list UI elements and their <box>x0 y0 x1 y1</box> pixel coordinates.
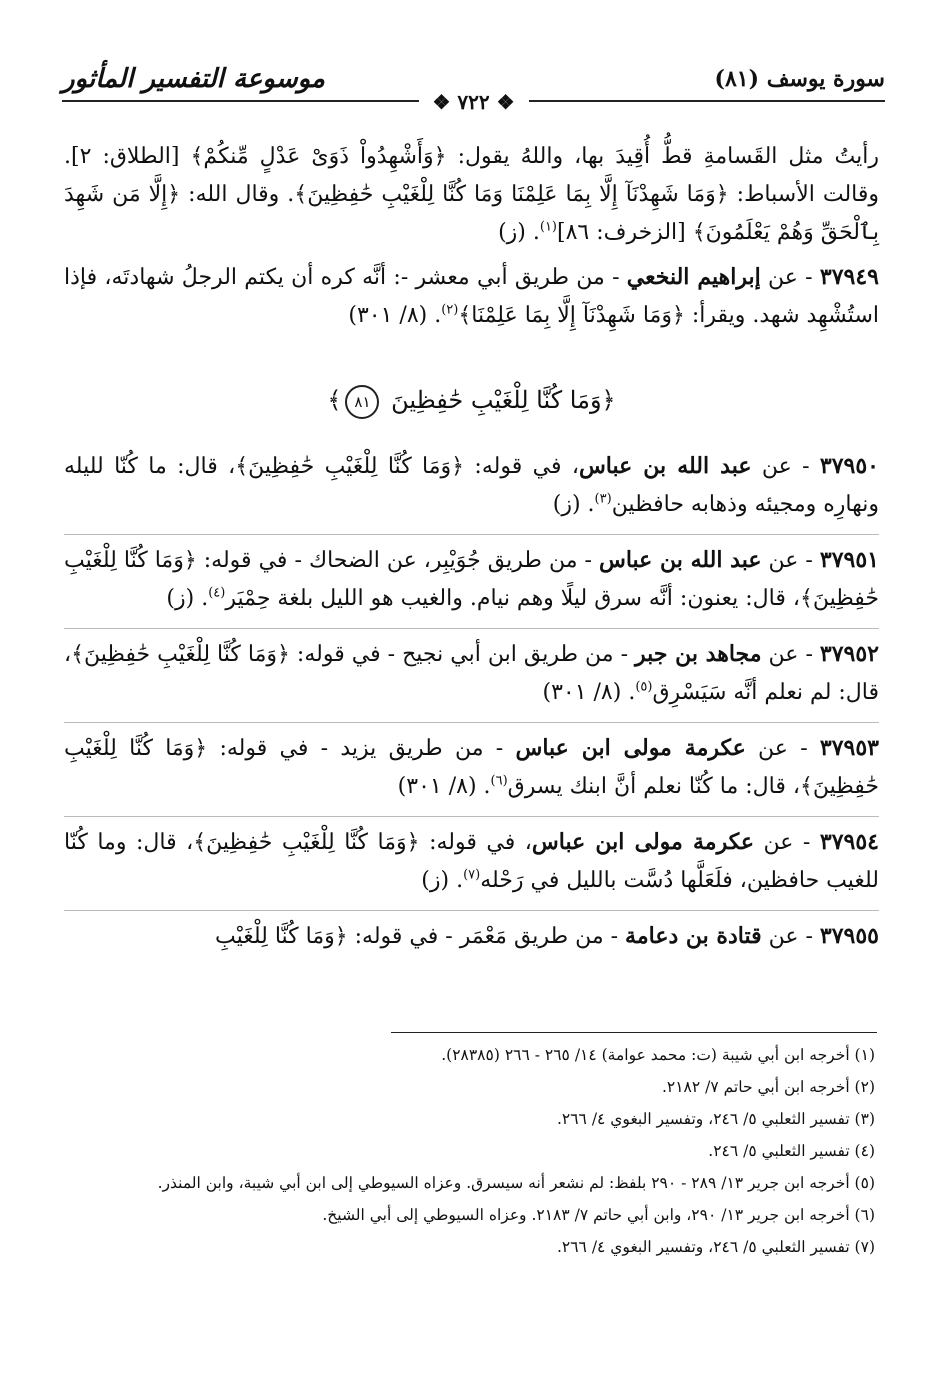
text-segment: . (٨/ ٣٠١) <box>397 774 491 799</box>
report-divider <box>64 628 879 629</box>
surah-name: سورة يوسف <box>766 66 885 92</box>
text-segment: ، في قوله: <box>419 830 532 855</box>
text-segment: - من طريق ابن أبي نجيح - في قوله: <box>289 642 636 667</box>
footnote: (٣) تفسير الثعلبي ٥/ ٢٤٦، وتفسير البغوي ٤/ ٢٦٦. <box>556 1110 875 1128</box>
footnote: (٥) أخرجه ابن جرير ١٣/ ٢٨٩ - ٢٩٠ بلفظ: لم نشعر أنه سيسرق. وعزاه السيوطي إلى ابن أبي شيبة، وابن المنذر. <box>157 1174 875 1192</box>
narrator-name: مجاهد بن جبر <box>635 641 762 667</box>
text-segment: - عن <box>751 454 820 479</box>
text-segment: ، قال: ما كُنّا نعلم أنَّ ابنك يسرق <box>507 774 800 799</box>
ayah-number-marker: ٨١ <box>345 385 379 419</box>
quran-quote: ﴿وَمَا كُنَّا لِلْغَيْبِ حَٰفِظِينَ﴾ <box>193 830 420 855</box>
text-segment: رأيتُ مثل القَسامةِ قطُّ أُقِيدَ بها، واللهُ يقول: <box>446 144 879 169</box>
footnote: (٦) أخرجه ابن جرير ١٣/ ٢٩٠، وابن أبي حاتم ٧/ ٢١٨٣. وعزاه السيوطي إلى أبي الشيخ. <box>322 1206 875 1224</box>
opening-paragraphs <box>64 138 879 335</box>
text-segment: . (ز) <box>421 868 464 893</box>
report-entry <box>64 635 879 712</box>
footnote-marker: (٧) <box>463 867 481 883</box>
footnote: (٧) تفسير الثعلبي ٥/ ٢٤٦، وتفسير البغوي ٤/ ٢٦٦. <box>556 1238 875 1256</box>
text-segment: . وقال الله: <box>180 182 295 207</box>
text-segment: - عن <box>754 830 820 855</box>
report-number: ٣٧٩٥١ <box>819 547 879 573</box>
text-segment: [الطلاق: ٢]. وقالت الأسباط: <box>64 144 879 207</box>
footnote-marker: (٦) <box>490 773 508 789</box>
report-divider <box>64 722 879 723</box>
narrator-name: قتادة بن دعامة <box>625 923 762 949</box>
text-segment: ، في قوله: <box>464 454 579 479</box>
report-number: ٣٧٩٥٠ <box>819 453 879 479</box>
narrator-name: عكرمة مولى ابن عباس <box>531 829 754 855</box>
footnote-marker: (٥) <box>635 679 653 695</box>
quran-quote: ﴿وَمَا كُنَّا لِلْغَيْبِ <box>215 924 348 949</box>
report-entry <box>64 823 879 900</box>
quran-quote: ﴿وَأَشْهِدُواْ ذَوَىْ عَدْلٍ مِّنكُمْ﴾ <box>190 144 447 169</box>
footnote: (٤) تفسير الثعلبي ٥/ ٢٤٦. <box>708 1142 875 1160</box>
reports-list <box>64 447 879 956</box>
text-segment: ، قال: ما كُنّا لليله ونهارِه ومجيئه وذهابه حافظين <box>64 454 879 517</box>
footnote-marker: (٤) <box>208 585 226 601</box>
report-divider <box>64 910 879 911</box>
main-text <box>64 138 879 956</box>
text-segment: [الزخرف: ٨٦] <box>557 220 693 245</box>
narrator-name: إبراهيم النخعي <box>626 264 761 290</box>
footnotes <box>66 1042 875 1266</box>
text-segment: - عن <box>761 642 820 667</box>
narrator-name: عبد الله بن عباس <box>598 547 762 573</box>
text-segment: . (ز) <box>498 220 540 245</box>
footnote: (١) أخرجه ابن أبي شيبة (ت: محمد عوامة) ١٤/ ٢٦٥ - ٢٦٦ (٢٨٣٨٥). <box>441 1046 875 1064</box>
text-segment: - من طريق يزيد - في قوله: <box>207 736 516 761</box>
text-segment: - عن <box>761 924 820 949</box>
paragraph <box>64 138 879 252</box>
text-segment: - عن <box>745 736 820 761</box>
footnote: (٢) أخرجه ابن أبي حاتم ٧/ ٢١٨٢. <box>661 1078 875 1096</box>
report-entry <box>64 917 879 956</box>
footnote-marker: (١) <box>539 219 557 235</box>
quran-quote: ﴿وَمَا شَهِدْنَآ إِلَّا بِمَا عَلِمْنَا وَمَا كُنَّا لِلْغَيْبِ حَٰفِظِينَ﴾ <box>294 182 729 207</box>
text-segment: . (٨/ ٣٠١) <box>542 680 636 705</box>
report-number: ٣٧٩٥٤ <box>819 829 879 855</box>
text-segment: ، قال: لم نعلم أنَّه سَيَسْرِق <box>64 642 879 705</box>
quran-quote: ﴿وَمَا شَهِدْنَآ إِلَّا بِمَا عَلِمْنَا﴾ <box>458 303 685 328</box>
text-segment: - من طريق أبي معشر -: أنَّه كره أن يكتم الرجلُ شهادتَه، فإذا استُشْهِد شهد. ويقرأ: <box>64 265 879 328</box>
verse-heading: ﴿وَمَا كُنَّا لِلْغَيْبِ حَٰفِظِينَ ٨١﴾ <box>64 381 879 419</box>
text-segment: - عن <box>760 265 820 290</box>
quran-quote: ﴿وَمَا كُنَّا لِلْغَيْبِ حَٰفِظِينَ﴾ <box>235 454 465 479</box>
quran-quote: ﴿وَمَا كُنَّا لِلْغَيْبِ حَٰفِظِينَ﴾ <box>64 548 879 611</box>
report-divider <box>64 534 879 535</box>
report-divider <box>64 816 879 817</box>
quran-quote: ﴿وَمَا كُنَّا لِلْغَيْبِ حَٰفِظِينَ﴾ <box>64 736 879 799</box>
report-entry <box>64 729 879 806</box>
paragraph <box>64 258 879 335</box>
narrator-name: عكرمة مولى ابن عباس <box>515 735 746 761</box>
text-segment: - عن <box>761 548 820 573</box>
report-number: ٣٧٩٥٥ <box>819 923 879 949</box>
report-entry <box>64 541 879 618</box>
text-segment: ، قال: وما كُنّا للغيب حافظين، فلَعَلَّها دُسَّت بالليل في رَحْله <box>64 830 879 893</box>
report-number: ٣٧٩٥٢ <box>819 641 879 667</box>
text-segment: . (ز) <box>166 586 209 611</box>
text-segment: ، قال: يعنون: أنَّه سرق ليلًا وهم نيام. والغيب هو الليل بلغة حِمْيَر <box>225 586 800 611</box>
verse-heading-text: ﴿وَمَا كُنَّا لِلْغَيْبِ حَٰفِظِينَ <box>391 386 616 414</box>
page-header <box>62 62 885 114</box>
report-number: ٣٧٩٥٣ <box>819 735 879 761</box>
ayah-reference: (٨١) <box>714 66 760 92</box>
text-segment: . (ز) <box>552 492 595 517</box>
report-entry <box>64 447 879 524</box>
quran-quote: ﴿إِلَّا مَن شَهِدَ بِٱلْحَقِّ وَهُمْ يَعْلَمُونَ﴾ <box>64 182 879 245</box>
report-number: ٣٧٩٤٩ <box>819 264 879 290</box>
text-segment: - من طريق جُوَيْبِر، عن الضحاك - في قوله: <box>196 548 599 573</box>
running-head-book-title: موسوعة التفسير المأثور <box>62 64 325 94</box>
running-head-surah <box>715 66 885 92</box>
text-segment: . (٨/ ٣٠١) <box>348 303 442 328</box>
quran-quote: ﴿وَمَا كُنَّا لِلْغَيْبِ حَٰفِظِينَ﴾ <box>71 642 290 667</box>
narrator-name: عبد الله بن عباس <box>578 453 752 479</box>
footnote-marker: (٢) <box>441 302 459 318</box>
text-segment: - من طريق مَعْمَر - في قوله: <box>347 924 626 949</box>
page-number: ❖ ٧٢٢ ❖ <box>418 90 528 114</box>
footnote-rule <box>391 1032 877 1033</box>
footnote-marker: (٣) <box>594 491 612 507</box>
